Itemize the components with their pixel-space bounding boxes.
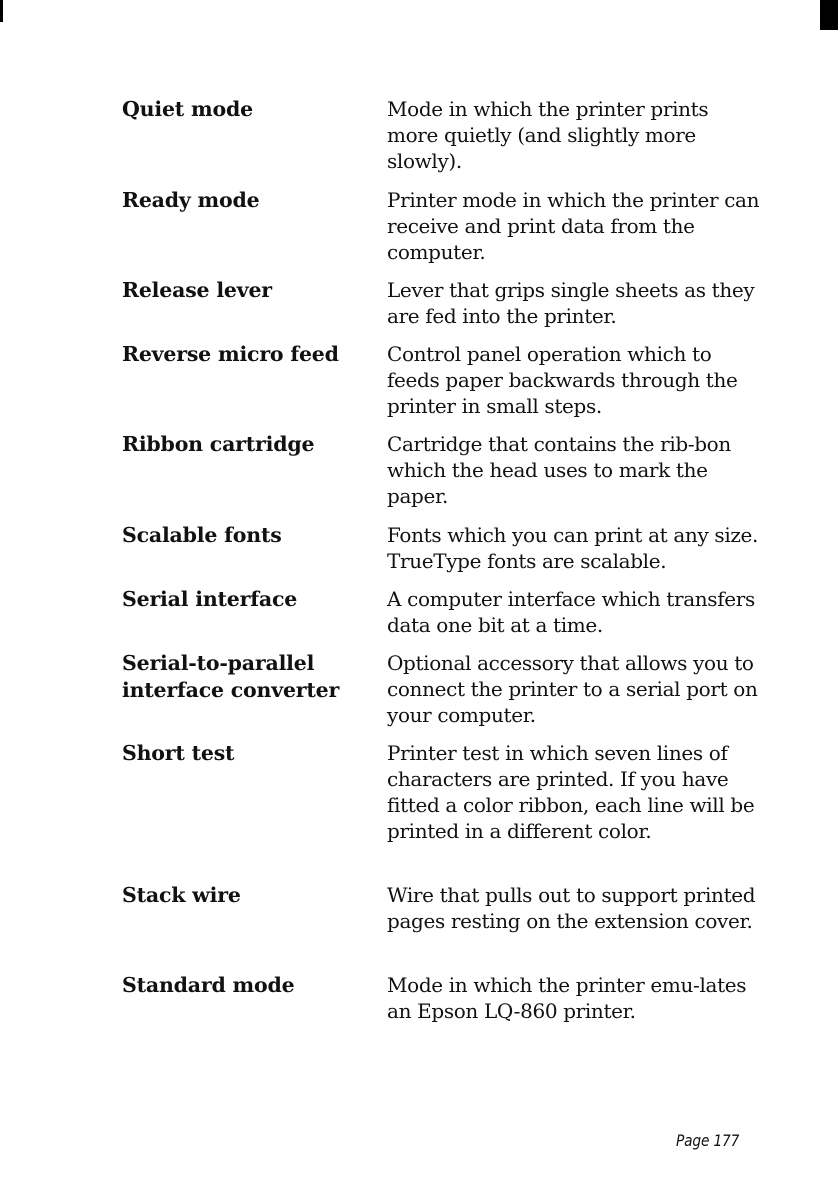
glossary-term: Quiet mode — [122, 97, 253, 121]
glossary-term: Reverse micro feed — [122, 342, 339, 366]
glossary-definition: Optional accessory that allows you to connect the printer to a serial port on your computer. — [387, 651, 758, 727]
glossary-definition: Printer mode in which the printer can receive and print data from the computer. — [387, 188, 760, 264]
glossary-entry — [122, 522, 762, 586]
glossary-definition: A computer interface which transfers data one bit at a time. — [387, 587, 755, 637]
glossary-definition: Mode in which the printer emu-lates an Epson LQ-860 printer. — [387, 973, 747, 1023]
page-number: Page 177 — [676, 1131, 740, 1150]
glossary-term: Serial interface — [122, 587, 298, 611]
glossary-list — [122, 96, 762, 1032]
glossary-term: Ready mode — [122, 188, 260, 212]
glossary-entry — [122, 650, 762, 740]
glossary-term: Short test — [122, 741, 235, 765]
glossary-entry — [122, 341, 762, 431]
glossary-entry — [122, 586, 762, 650]
glossary-definition: Wire that pulls out to support printed pages resting on the extension cover. — [387, 883, 756, 933]
glossary-entry — [122, 882, 762, 972]
glossary-term: Ribbon cartridge — [122, 432, 315, 456]
glossary-entry — [122, 277, 762, 341]
glossary-entry — [122, 740, 762, 882]
glossary-entry — [122, 972, 762, 1032]
glossary-entry — [122, 431, 762, 522]
glossary-term: Release lever — [122, 278, 272, 302]
scan-edge-mark-right — [820, 0, 838, 30]
glossary-definition: Lever that grips single sheets as they are fed into the printer. — [387, 278, 755, 328]
glossary-term: Stack wire — [122, 883, 241, 907]
glossary-term: Scalable fonts — [122, 523, 282, 547]
glossary-term: Standard mode — [122, 973, 295, 997]
glossary-term: Serial-to-parallel interface converter — [122, 651, 340, 702]
glossary-definition: Mode in which the printer prints more quietly (and slightly more slowly). — [387, 97, 709, 173]
glossary-entry — [122, 187, 762, 277]
scan-edge-mark-left — [0, 0, 3, 22]
glossary-entry — [122, 96, 762, 187]
glossary-definition: Cartridge that contains the rib-bon which the head uses to mark the paper. — [387, 432, 731, 508]
glossary-definition: Printer test in which seven lines of characters are printed. If you have fitted a color ribbon, each line will be printed in a different color. — [387, 741, 755, 843]
glossary-definition: Control panel operation which to feeds paper backwards through the printer in small steps. — [387, 342, 738, 418]
glossary-definition: Fonts which you can print at any size. TrueType fonts are scalable. — [387, 523, 759, 573]
